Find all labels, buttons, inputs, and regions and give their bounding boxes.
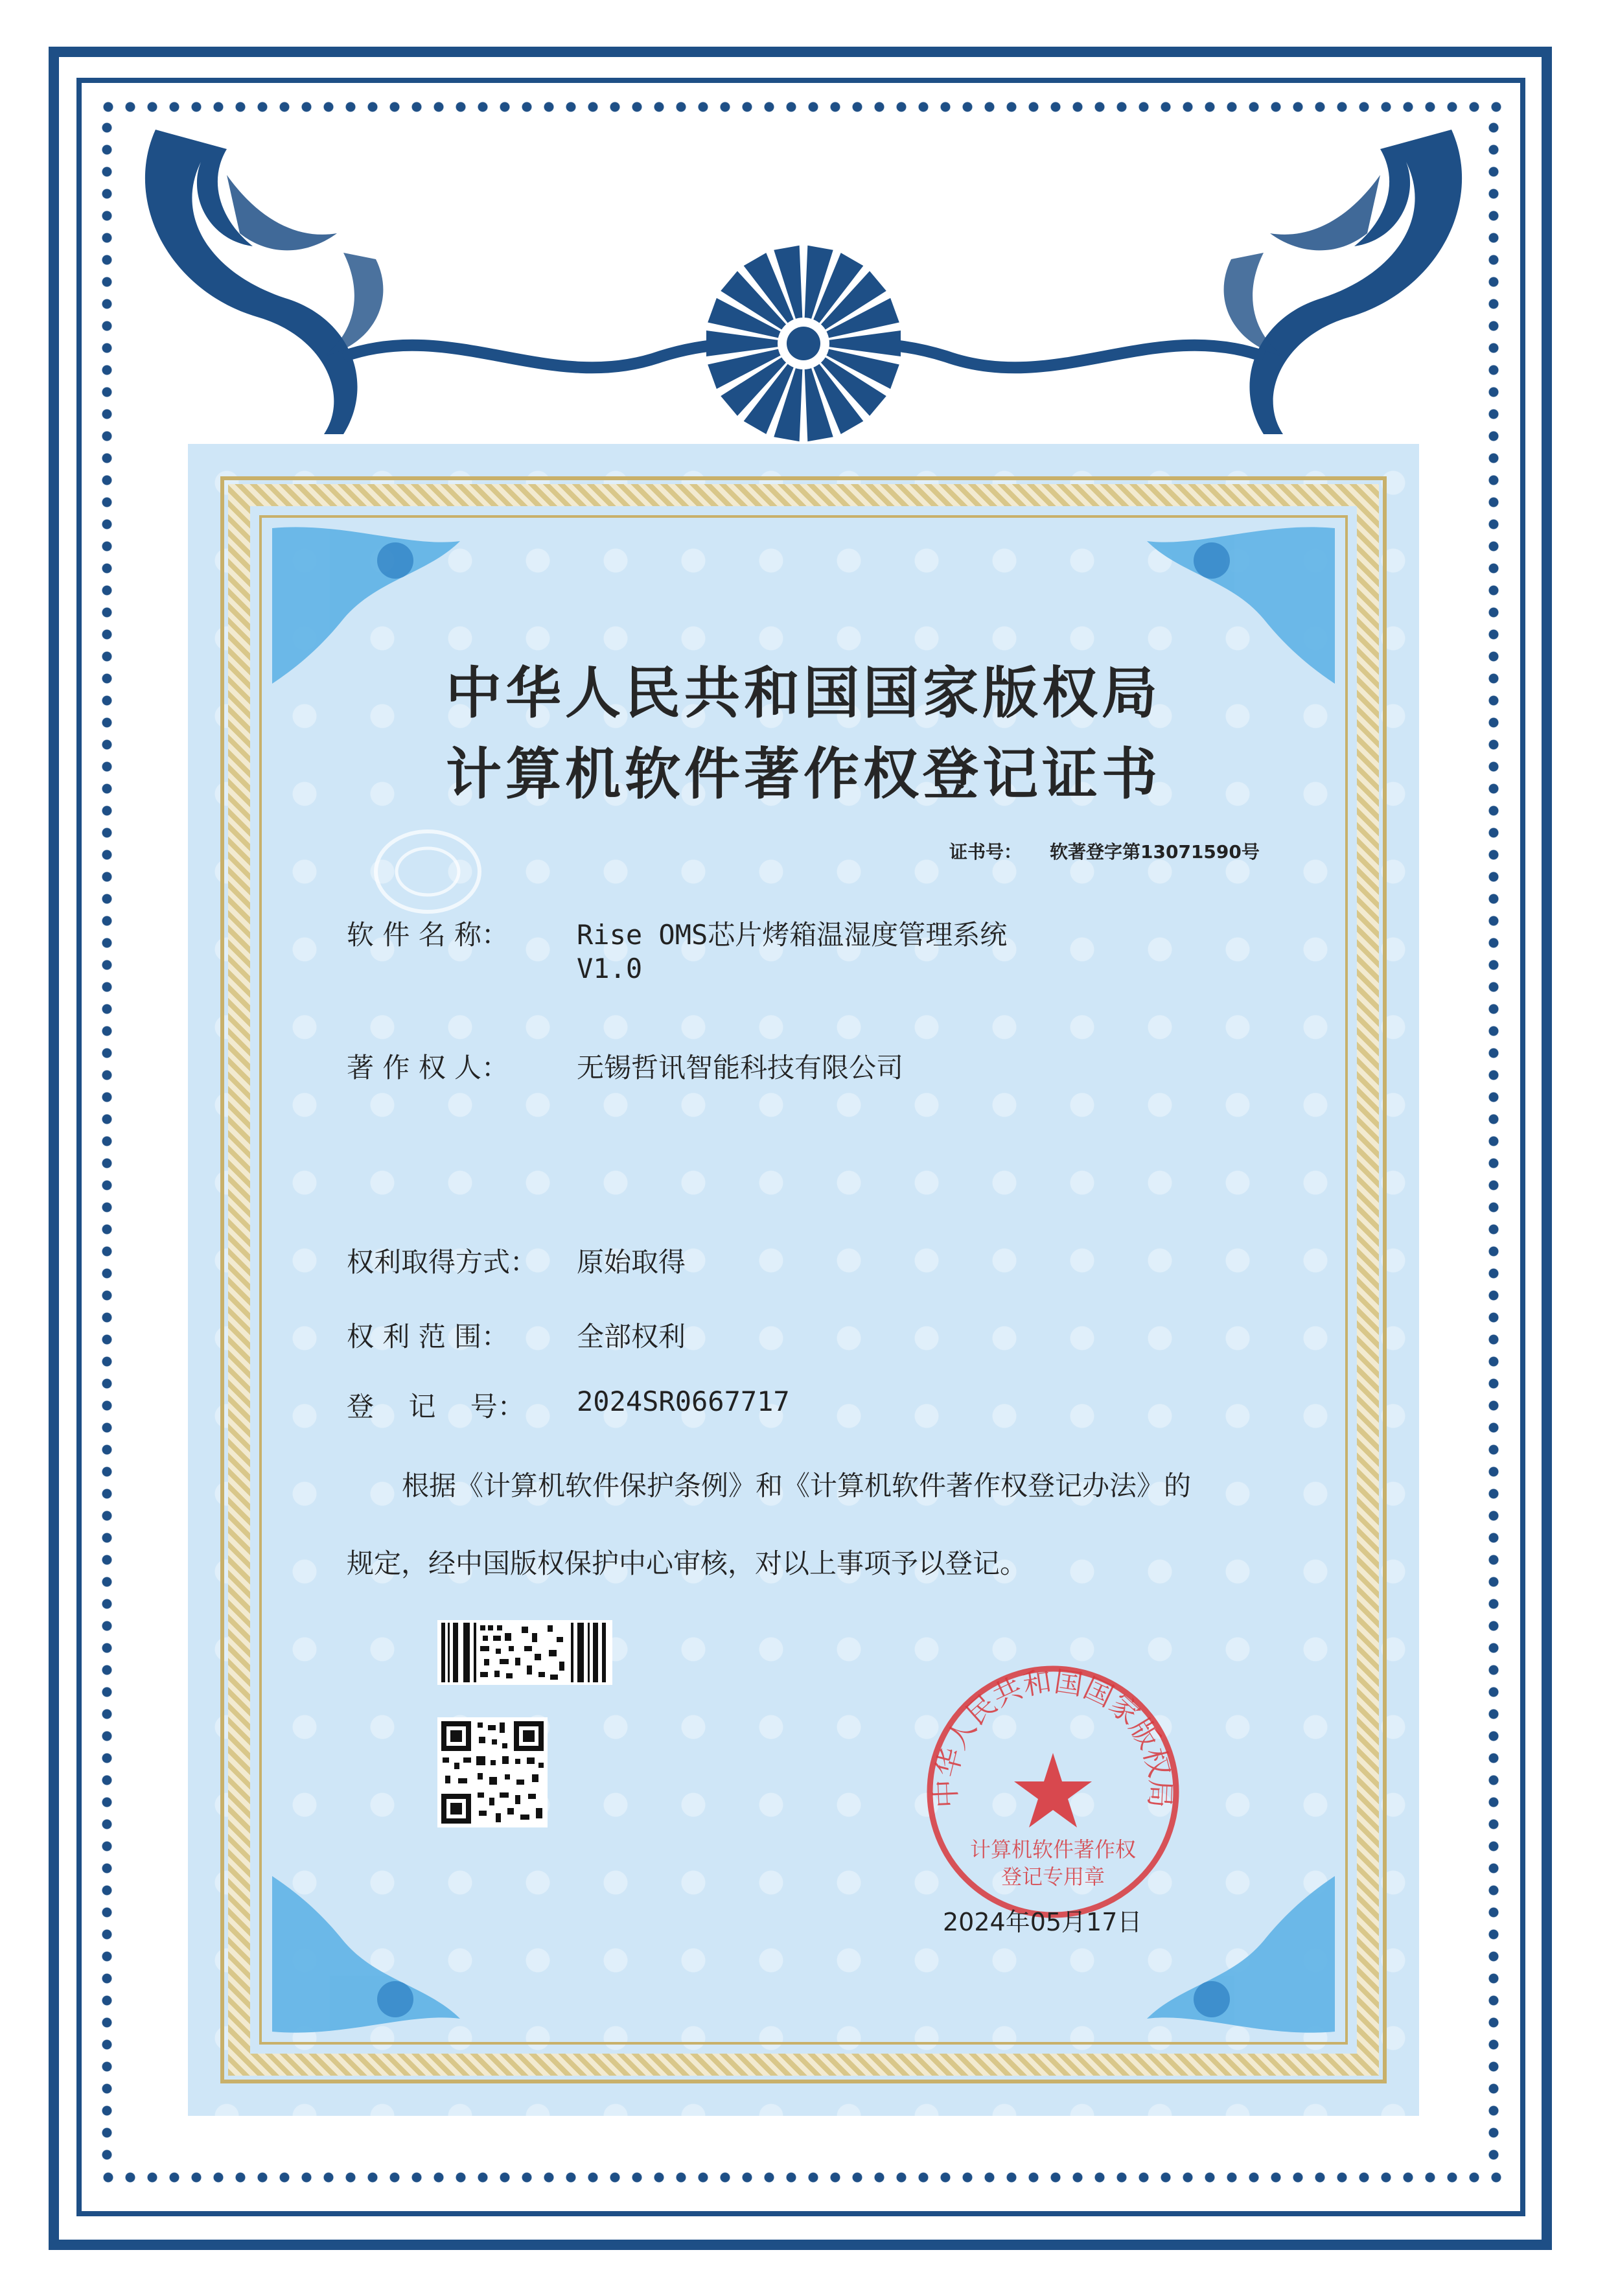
dot-border-right [1484, 117, 1503, 2168]
left-scroll-ornament [145, 130, 384, 434]
authority-title: 中华人民共和国国家版权局 [446, 660, 1161, 726]
top-ornament [130, 123, 1477, 447]
qr-code [437, 1717, 548, 1827]
barcode [437, 1620, 612, 1685]
registration-number-label: 登 记 号： [347, 1391, 525, 1422]
cert-number-value: 软著登字第13071590号 [1050, 841, 1260, 863]
dot-border-left [97, 117, 117, 2168]
software-name-line1: Rise OMS芯片烤箱温湿度管理系统 [577, 919, 1008, 951]
watermark-emblem [369, 823, 486, 920]
acquisition-value: 原始取得 [577, 1246, 686, 1278]
body-text-line2: 规定，经中国版权保护中心审核，对以上事项予以登记。 [347, 1548, 1028, 1579]
issue-date: 2024年05月17日 [943, 1908, 1142, 1936]
owner-label: 著 作 权 人： [347, 1052, 509, 1084]
scope-label: 权 利 范 围： [347, 1321, 509, 1352]
cert-number-label: 证书号： [949, 841, 1023, 863]
software-name-label: 软 件 名 称： [347, 919, 509, 951]
acquisition-label: 权利取得方式： [347, 1246, 538, 1278]
seal-inner-line2: 登记专用章 [1000, 1864, 1105, 1889]
seal-star-icon [1014, 1753, 1092, 1827]
seal-inner-line1: 计算机软件著作权 [969, 1837, 1137, 1862]
software-name-line2: V1.0 [577, 953, 643, 984]
registration-number-value: 2024SR0667717 [577, 1386, 790, 1417]
dot-border-top [97, 97, 1503, 117]
right-scroll-ornament [1224, 130, 1462, 434]
seal-outer-text: 中华人民共和国国家版权局 [929, 1665, 1177, 1809]
scope-value: 全部权利 [577, 1321, 686, 1352]
certificate-title: 计算机软件著作权登记证书 [446, 741, 1161, 807]
body-text-line1: 根据《计算机软件保护条例》和《计算机软件著作权登记办法》的 [402, 1470, 1192, 1502]
corner-ornament-bottom-left [266, 1870, 473, 2038]
central-rosette [706, 246, 901, 441]
dot-border-bottom [97, 2168, 1503, 2187]
owner-value: 无锡哲讯智能科技有限公司 [577, 1052, 904, 1084]
official-seal [917, 1656, 1189, 1928]
